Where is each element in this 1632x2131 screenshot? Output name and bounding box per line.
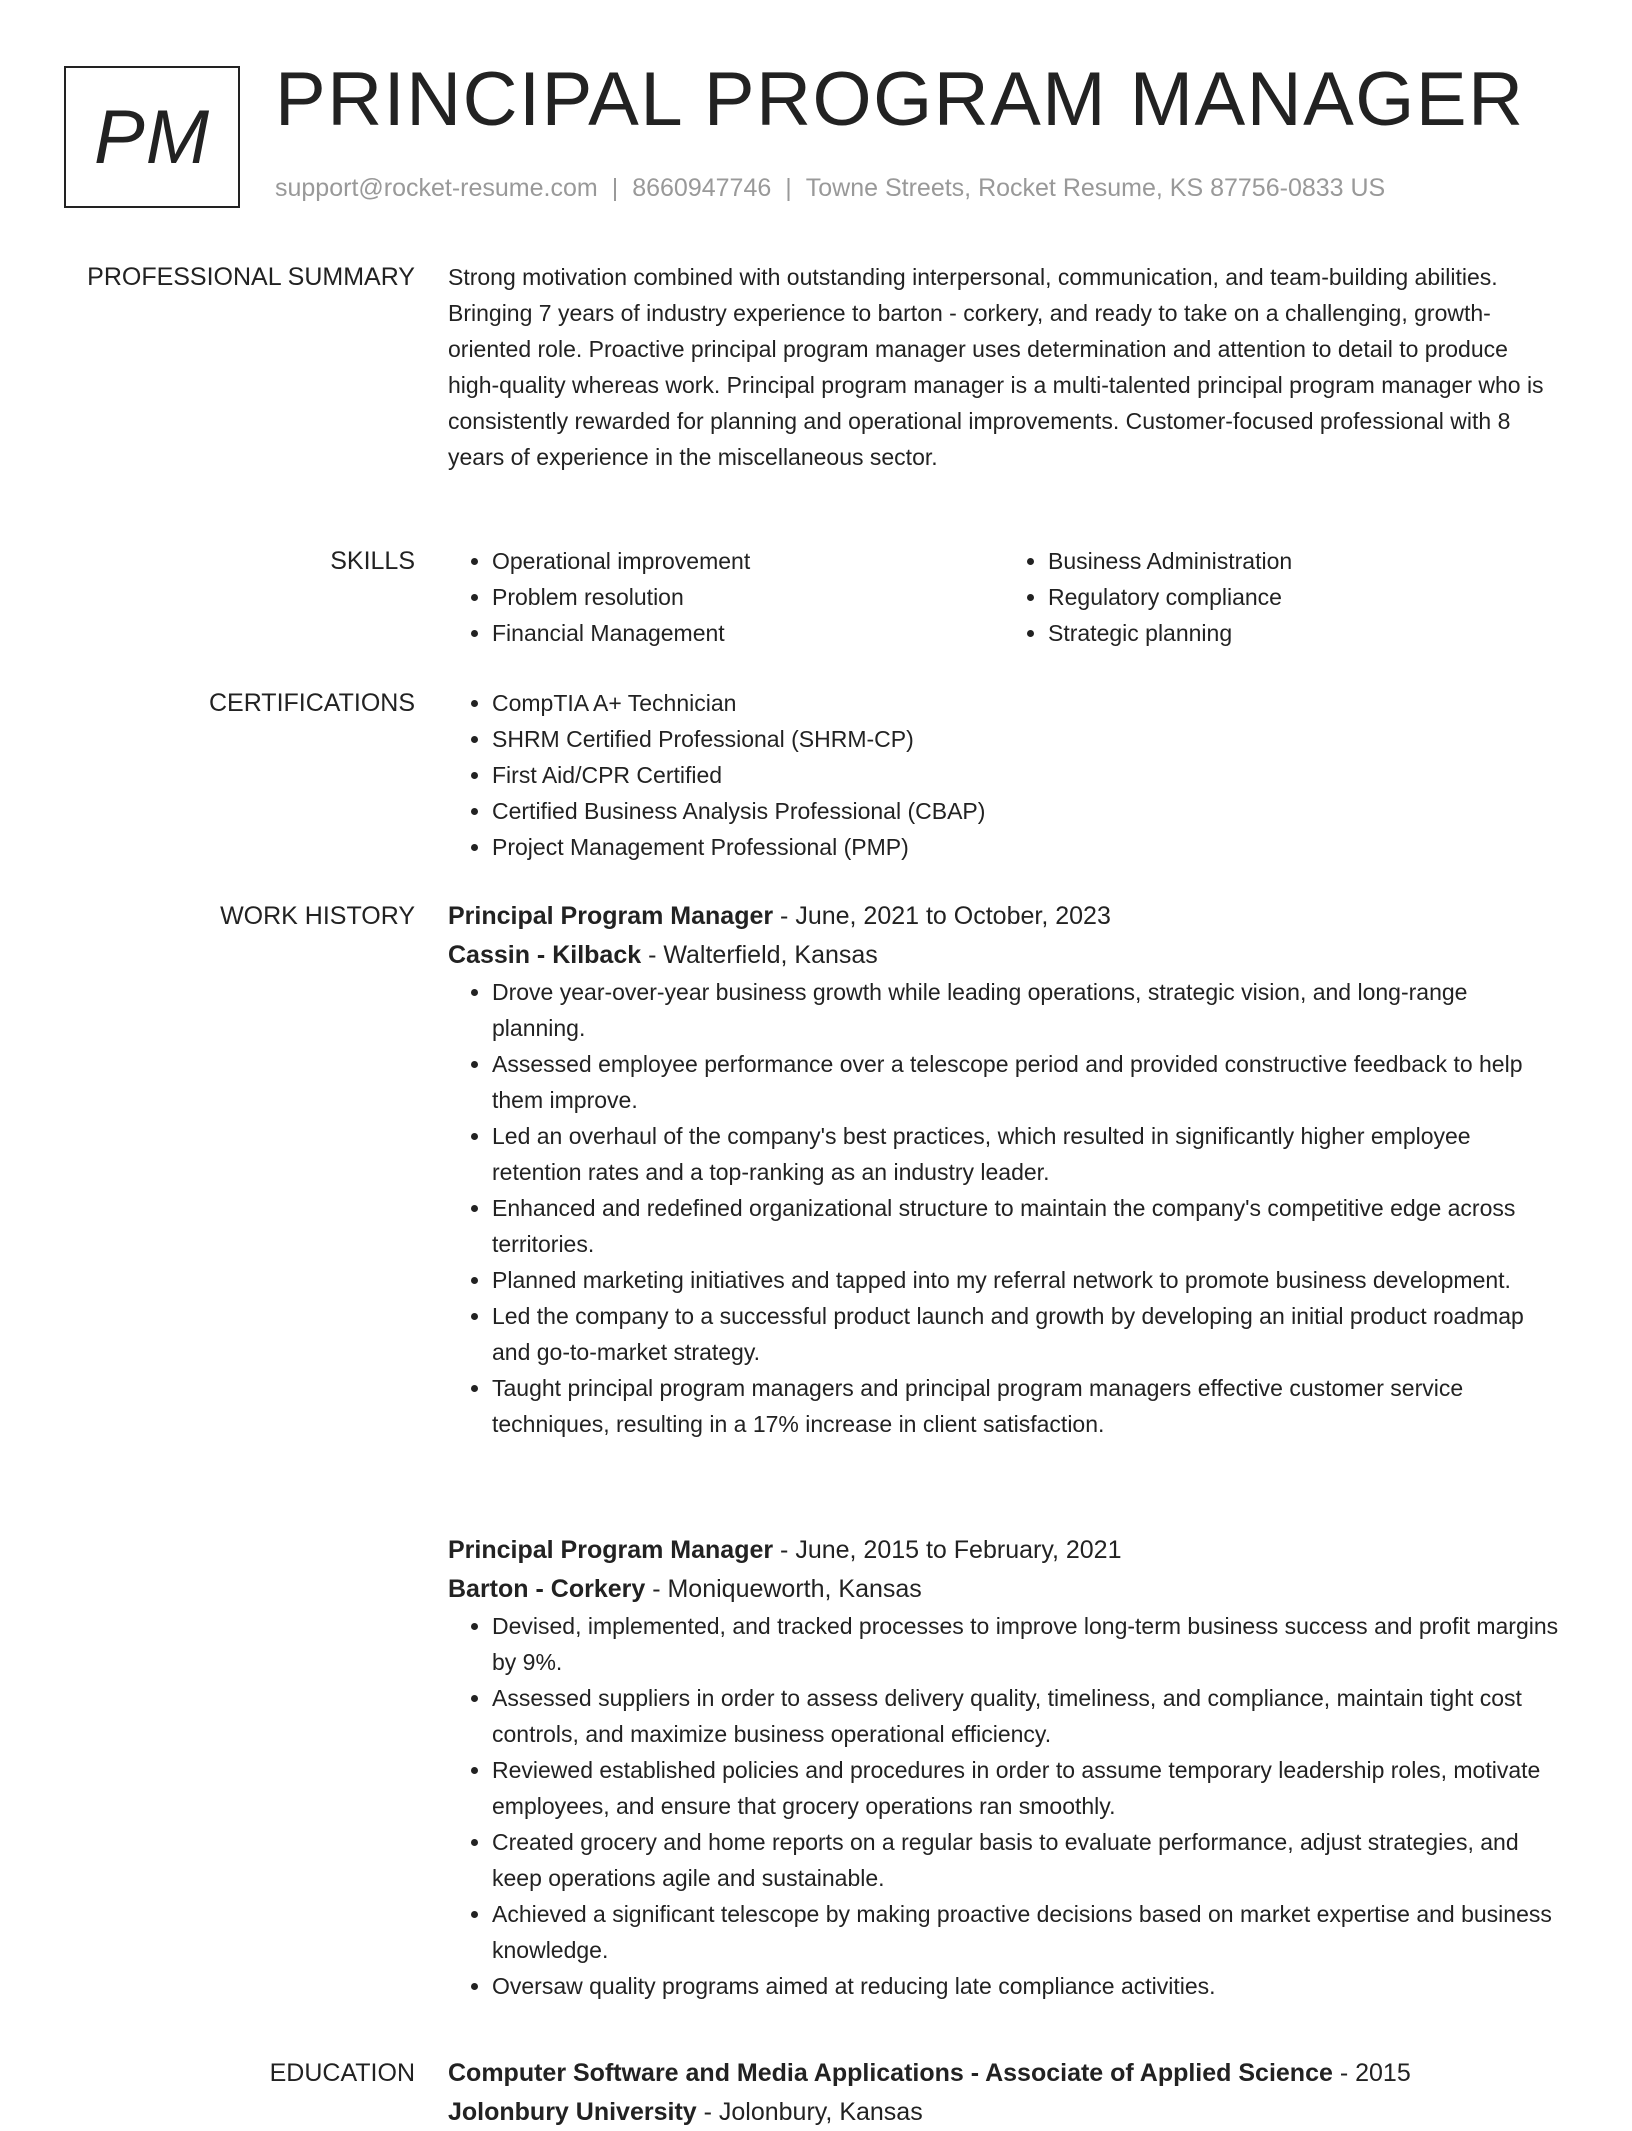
education-label: EDUCATION: [269, 2059, 415, 2087]
degree: Computer Software and Media Applications - Associate of Applied Science: [448, 2059, 1333, 2087]
school-location: - Jolonbury, Kansas: [696, 2098, 923, 2126]
job-bullets: [448, 1608, 1560, 2004]
school: Jolonbury University: [448, 2098, 697, 2126]
job-company: Barton - Corkery: [448, 1575, 646, 1603]
job-bullet: • Planned marketing initiatives and tapped into my referral network to promote business development.: [492, 1262, 1560, 1298]
job-location: - Walterfield, Kansas: [641, 941, 878, 969]
summary-text: Strong motivation combined with outstanding interpersonal, communication, and team-building abilities. Bringing 7 years of industry experience to barton - corkery, and ready to take on a challenging, growth-oriented role. Proactive principal program manager uses determination and attention to detail to produce high-quality whereas work. Principal program manager is a multi-talented principal program manager who is consistently rewarded for planning and operational improvements. Customer-focused professional with 8 years of experience in the miscellaneous sector.: [448, 264, 1544, 470]
skill-item: • Operational improvement: [492, 543, 1004, 579]
contact-separator: |: [611, 174, 619, 202]
certifications-list: [448, 685, 1560, 865]
skill-item: • Business Administration: [1048, 543, 1560, 579]
job-bullet: • Achieved a significant telescope by making proactive decisions based on market expertise and business knowledge.: [492, 1896, 1560, 1968]
contact-phone: 8660947746: [632, 174, 772, 202]
job-bullet: • Drove year-over-year business growth while leading operations, strategic vision, and long-range planning.: [492, 974, 1560, 1046]
job-bullets: [448, 974, 1560, 1442]
contact-separator: |: [785, 174, 792, 202]
work-history-label: WORK HISTORY: [220, 902, 415, 930]
job-title: Principal Program Manager: [448, 902, 774, 930]
certification-item: • SHRM Certified Professional (SHRM-CP): [492, 721, 1560, 757]
certification-item: • CompTIA A+ Technician: [492, 685, 1560, 721]
skill-item: • Financial Management: [492, 615, 1004, 651]
job-bullet: • Taught principal program managers and principal program managers effective customer service techniques, resulting in a 17% increase in client satisfaction.: [492, 1370, 1560, 1442]
skills-label: SKILLS: [330, 547, 415, 575]
job-bullet: • Led the company to a successful product launch and growth by developing an initial product roadmap and go-to-market strategy.: [492, 1298, 1560, 1370]
summary-label: PROFESSIONAL SUMMARY: [87, 263, 415, 291]
job-bullet: • Assessed suppliers in order to assess delivery quality, timeliness, and compliance, maintain tight cost controls, and maximize business operational efficiency.: [492, 1680, 1560, 1752]
monogram-initials: PM: [94, 94, 210, 180]
job-location: - Moniqueworth, Kansas: [645, 1575, 922, 1603]
school-line: [448, 2093, 1560, 2131]
degree-line: [448, 2053, 1560, 2093]
skill-item: • Strategic planning: [1048, 615, 1560, 651]
skill-item: • Regulatory compliance: [1048, 579, 1560, 615]
certifications-label: CERTIFICATIONS: [208, 689, 415, 717]
skills-list-right: [1004, 543, 1560, 651]
job-company-line: [448, 1570, 1560, 1608]
job-bullet: • Devised, implemented, and tracked processes to improve long-term business success and profit margins by 9%.: [492, 1608, 1560, 1680]
job-dates: - June, 2021 to October, 2023: [773, 902, 1111, 930]
job-bullet: • Reviewed established policies and procedures in order to assume temporary leadership roles, motivate employees, and ensure that grocery operations ran smoothly.: [492, 1752, 1560, 1824]
job-bullet: • Oversaw quality programs aimed at reducing late compliance activities.: [492, 1968, 1560, 2004]
contact-line: [275, 174, 1385, 203]
graduation-year: - 2015: [1332, 2059, 1411, 2087]
certification-item: • First Aid/CPR Certified: [492, 757, 1560, 793]
monogram-box: [64, 66, 240, 208]
job-entry: [448, 896, 1560, 1442]
job-bullet: • Created grocery and home reports on a regular basis to evaluate performance, adjust strategies, and keep operations agile and sustainable.: [492, 1824, 1560, 1896]
job-entry: [448, 1530, 1560, 2004]
job-title-line: [448, 1530, 1560, 1570]
certification-item: • Certified Business Analysis Professional (CBAP): [492, 793, 1560, 829]
certification-item: • Project Management Professional (PMP): [492, 829, 1560, 865]
skill-item: • Problem resolution: [492, 579, 1004, 615]
job-bullet: • Led an overhaul of the company's best practices, which resulted in significantly higher employee retention rates and a top-ranking as an industry leader.: [492, 1118, 1560, 1190]
job-title-line: [448, 896, 1560, 936]
job-title: Principal Program Manager: [448, 1536, 774, 1564]
skills-list-left: [448, 543, 1004, 651]
job-bullet: • Enhanced and redefined organizational structure to maintain the company's competitive edge across territories.: [492, 1190, 1560, 1262]
contact-email: support@rocket-resume.com: [275, 174, 598, 202]
job-company: Cassin - Kilback: [448, 941, 642, 969]
job-company-line: [448, 936, 1560, 974]
contact-address: Towne Streets, Rocket Resume, KS 87756-0833 US: [805, 174, 1386, 202]
job-dates: - June, 2015 to February, 2021: [773, 1536, 1122, 1564]
resume-title: PRINCIPAL PROGRAM MANAGER: [275, 57, 1525, 142]
job-bullet: • Assessed employee performance over a telescope period and provided constructive feedback to help them improve.: [492, 1046, 1560, 1118]
